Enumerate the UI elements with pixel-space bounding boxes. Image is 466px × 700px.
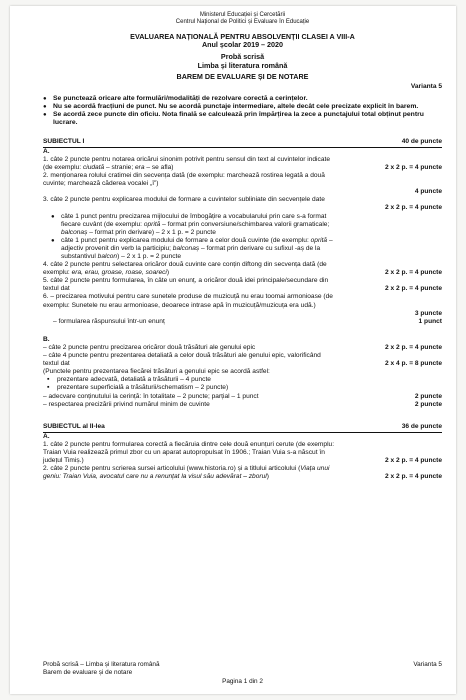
text-run: 2. câte 2 puncte pentru scrierea sursei articolului (www.historia.ro) și a titlului articolului ( [43, 465, 301, 473]
item-text: – câte 2 puncte pentru precizarea oricăror două trăsături ale genului epic [43, 343, 256, 351]
item-text: – câte 4 puncte pentru prezentarea detaliată a celor două trăsături ale genului epic, valorificând [43, 352, 321, 360]
item-3 [43, 196, 442, 261]
text-run: ciudată [82, 163, 105, 171]
exam-title-block [43, 33, 442, 82]
score: 2 puncte [414, 400, 442, 408]
criteria-bullet: ▪ prezentare adecvată, detaliată a trăsăturii – 4 puncte [43, 376, 442, 384]
text-run: – format prin conversiune/schimbarea valorii gramaticale; [160, 220, 330, 228]
item-text: – respectarea precizării privind numărul minim de cuvinte [43, 400, 210, 408]
score: 2 x 2 p. = 4 puncte [385, 343, 442, 351]
section-1-points: 40 de puncte [401, 137, 442, 145]
item-text [43, 269, 169, 277]
score: 2 x 2 p. = 4 puncte [385, 473, 442, 481]
item-text: 3. câte 2 puncte pentru explicarea modului de formare a cuvintelor subliniate din secvențele date [43, 196, 325, 204]
score: 2 x 4 p. = 8 puncte [385, 360, 442, 368]
part-a-label: A. [43, 432, 50, 440]
item-text: 5. câte 2 puncte pentru formularea, în câte un enunț, a oricăror două idei principale/secundare din [43, 277, 329, 285]
score: 2 x 2 p. = 4 puncte [385, 285, 442, 293]
item-line [43, 269, 442, 277]
text-run: substantivul [61, 253, 98, 260]
text-run: era, erau, groase, roase, soareci [71, 269, 167, 277]
item-text: 6. – precizarea motivului pentru care sunetele produse de muzicuță nu erau toomai armonioase (de [43, 293, 333, 301]
item-line [43, 457, 442, 465]
text-run: adjectiv provenit din verb la participiu; [61, 244, 173, 252]
text-run: Viața unui [300, 465, 330, 473]
section-2-title: SUBIECTUL al II-lea [43, 422, 105, 430]
section-1-header [43, 138, 442, 146]
exam-type: Probă scrisă [220, 52, 265, 61]
item-text: Traian Vuia realizează primul zbor cu un aparat autopropulsat în 1906.; Traian Vuia s-a născut în [43, 448, 325, 456]
item-line [43, 473, 442, 481]
footer-subject: Probă scrisă – Limba și literatura română [43, 661, 160, 668]
criteria-bullet [51, 213, 442, 237]
general-rules [43, 95, 442, 128]
score: 2 puncte [414, 392, 442, 400]
item-text: ● câte 1 punct pentru precizarea mijlocului de îmbogățire a vocabularului prin care s-a format [61, 212, 327, 220]
score: 3 puncte [414, 309, 442, 317]
rule-item: ● Nu se acordă fracțiuni de punct. Nu se acordă punctaje intermediare, altele decât cele precizate explicit în barem. [43, 103, 442, 111]
page-number: Pagina 1 din 2 [222, 678, 263, 685]
item-text: textul dat [43, 360, 70, 368]
score: 2 x 2 p. = 4 puncte [385, 457, 442, 465]
barem-title: BAREM DE EVALUARE ȘI DE NOTARE [176, 72, 309, 82]
text-run: – format prin derivare cu sufixul -aș de la [199, 244, 321, 252]
text-run: – format prin derivare) – 2 x 1 p. = 2 puncte [87, 228, 216, 236]
item-6 [43, 293, 442, 325]
item-text [61, 253, 442, 261]
item-text [61, 221, 442, 229]
item-text [43, 473, 269, 481]
s2-item-2 [43, 465, 442, 481]
item-text: 1. câte 2 puncte pentru notarea oricărui sinonim potrivit pentru sensul din text al cuvintelor indicate [43, 155, 330, 163]
item-5 [43, 277, 442, 293]
center-name: Centrul Național de Politici și Evaluare în Educație [175, 19, 310, 26]
exam-title: EVALUAREA NAȚIONALĂ PENTRU ABSOLVENȚII CLASEI A VIII-A [130, 31, 355, 41]
item-4 [43, 261, 442, 277]
item-text: – formularea răspunsului într-un enunț [53, 317, 165, 325]
text-run: geniu: Traian Vuia, avocatul care nu a renunțat la visul său adevărat – zborul [43, 473, 267, 481]
item-2 [43, 172, 442, 196]
score: 1 punct [418, 317, 442, 325]
score: 2 x 2 p. = 4 puncte [385, 269, 442, 277]
item-line [43, 401, 442, 409]
ministry-name: Ministerul Educației și Cercetării [199, 12, 286, 18]
text-run: exemplu: [43, 269, 72, 277]
item-line [43, 285, 442, 293]
score: 2 x 2 p. = 4 puncte [385, 163, 442, 171]
document-page [10, 6, 456, 694]
text-run: oprită [310, 236, 328, 244]
part-b [43, 344, 442, 409]
item-text [61, 229, 442, 237]
item-line [43, 318, 442, 326]
item-text: 1. câte 2 puncte pentru formularea corectă a fiecăruia dintre cele două enunțuri cerute (de exemplu: [43, 440, 335, 448]
item-line [43, 393, 442, 401]
text-run: oprită [143, 220, 161, 228]
part-b-label: B. [43, 335, 50, 343]
item-text: textul dat [43, 285, 70, 293]
item-text: exemplu: Sunetele nu erau armonioase, deoarece intrase apă în muzicuță/muzicuța era udă.) [43, 301, 316, 309]
item-text: județul Timiș.) [43, 457, 84, 465]
text-run: balconaș [172, 244, 200, 252]
rule-item: ● Se punctează oricare alte formulări/modalități de rezolvare corectă a cerințelor. [43, 95, 442, 103]
school-year: Anul școlar 2019 – 2020 [201, 40, 284, 50]
part-a-label: A. [43, 147, 50, 155]
criteria-bullet: ▪ prezentare superficială a trăsăturii/schematism – 2 puncte) [43, 384, 442, 392]
text-run: câte 1 punct pentru explicarea modului de formare a celor două cuvinte (de exemplu: [61, 236, 311, 244]
text-run: – se afla) [144, 163, 174, 171]
criteria-bullet [51, 237, 442, 261]
text-run: balcon [97, 253, 118, 260]
text-run: (de exemplu: [43, 163, 83, 171]
section-2-points: 36 de puncte [401, 422, 442, 430]
header [43, 12, 442, 27]
rule-item: ● Se acordă zece puncte din oficiu. Nota finală se calculează prin împărțirea la zece a punctajului total obținut pentru lucrare. [43, 111, 442, 127]
item-line [43, 360, 442, 368]
text-run: ) [166, 269, 170, 277]
item-text [43, 465, 442, 473]
item-1 [43, 156, 442, 172]
text-run: – [327, 236, 333, 244]
text-run: era [135, 163, 145, 171]
variant-label: Varianta 5 [410, 82, 442, 90]
text-run: ) – 2 x 1 p. = 2 puncte [117, 253, 182, 260]
item-text: – adecvare conținutului la cerință: în totalitate – 2 puncte; parțial – 1 punct [43, 392, 259, 400]
exam-subject: Limba și literatura română [197, 60, 288, 70]
text-run: ) [266, 473, 269, 481]
text-run: balconaș [61, 228, 88, 236]
footer-barem: Barem de evaluare și de notare [43, 669, 133, 676]
page-content [43, 12, 442, 684]
score: 2 x 2 p. = 4 puncte [385, 204, 442, 212]
item-text: (Punctele pentru prezentarea fiecărei trăsături a genului epic se acordă astfel: [43, 368, 270, 376]
text-run: – stranie; [104, 163, 136, 171]
item-text: 2. menționarea rolului cratimei din secvența dată (de exemplu: marchează rostirea legată a două [43, 172, 325, 180]
item-line [43, 164, 442, 172]
score: 4 puncte [414, 188, 442, 196]
item-text [61, 237, 442, 245]
item-text: cuvinte; marchează căderea vocalei „î”) [43, 180, 159, 188]
footer-line [43, 661, 442, 669]
s2-item-1 [43, 441, 442, 465]
item-line [43, 344, 442, 352]
text-run: fiecare cuvânt (de exemplu: [61, 220, 144, 228]
section-2-header [43, 423, 442, 431]
footer-variant: Varianta 5 [413, 661, 442, 668]
item-text [43, 164, 174, 172]
page-footer [43, 661, 442, 686]
item-text: 4. câte 2 puncte pentru selectarea oricăror două cuvinte care conțin diftong din secvența dată (de [43, 261, 327, 269]
section-1-title: SUBIECTUL I [43, 137, 85, 145]
item-text [61, 245, 442, 253]
